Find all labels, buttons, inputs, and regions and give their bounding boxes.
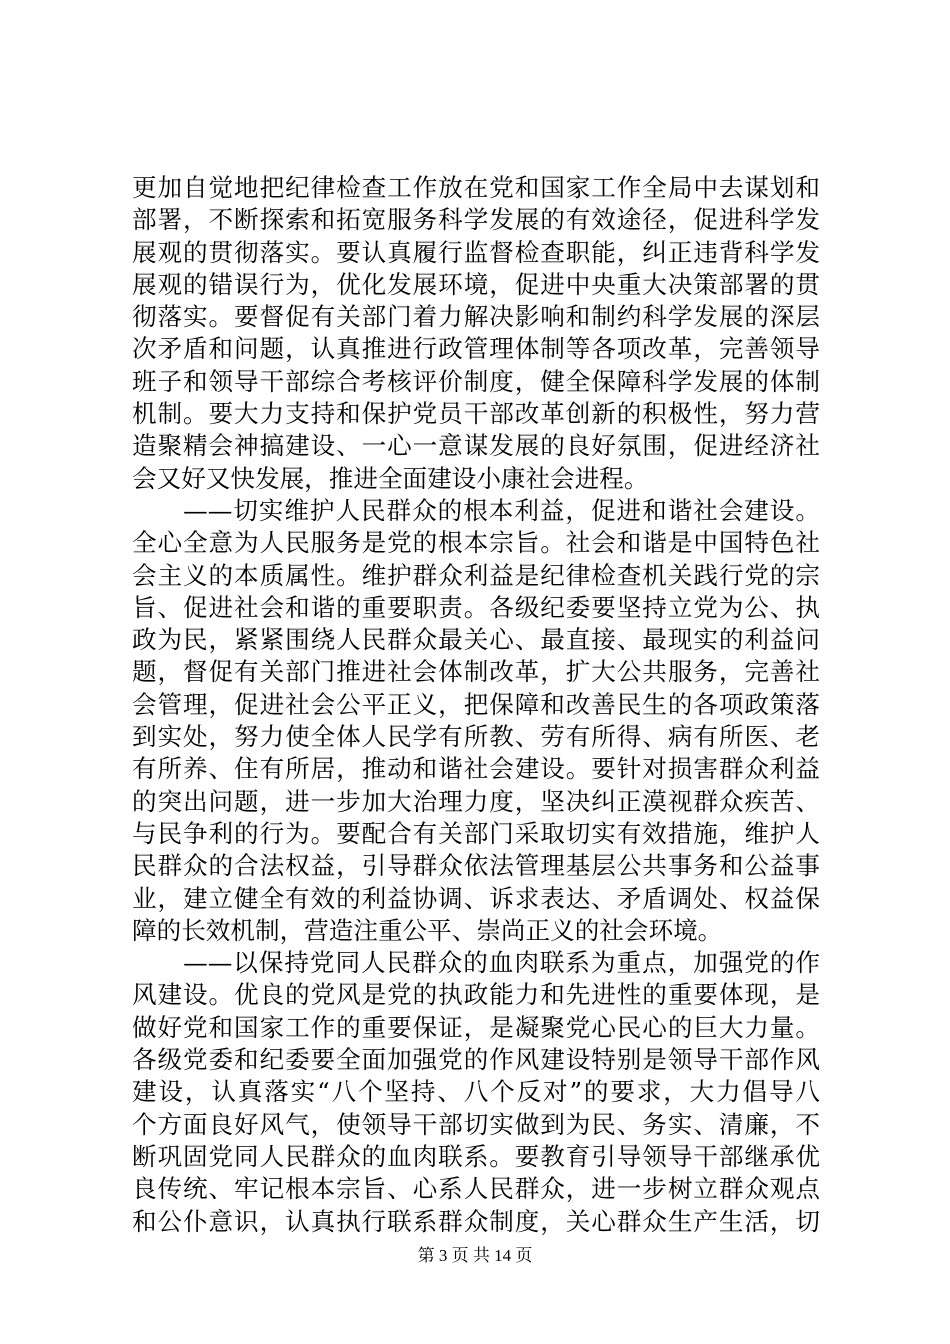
text-line: 机制。要大力支持和保护党员干部改革创新的积极性，努力营 <box>132 399 820 429</box>
paragraph-last-line: 障的长效机制，营造注重公平、崇尚正义的社会环境。 <box>132 915 723 945</box>
text-line: 业，建立健全有效的利益协调、诉求表达、矛盾调处、权益保 <box>132 883 820 913</box>
text-line: 良传统、牢记根本宗旨、心系人民群众，进一步树立群众观点 <box>132 1174 820 1204</box>
text-line: 题，督促有关部门推进社会体制改革，扩大公共服务，完善社 <box>132 657 820 687</box>
text-line: 风建设。优良的党风是党的执政能力和先进性的重要体现，是 <box>132 980 820 1010</box>
paragraph-last-line: 会又好又快发展，推进全面建设小康社会进程。 <box>132 463 649 493</box>
text-line: 展观的贯彻落实。要认真履行监督检查职能，纠正违背科学发 <box>132 237 820 267</box>
text-line: 有所养、住有所居，推动和谐社会建设。要针对损害群众利益 <box>132 754 820 784</box>
body-text <box>132 172 820 1238</box>
text-line: 建设，认真落实“八个坚持、八个反对”的要求，大力倡导八 <box>132 1077 820 1107</box>
text-line: 班子和领导干部综合考核评价制度，健全保障科学发展的体制 <box>132 366 820 396</box>
text-line: 展观的错误行为，优化发展环境，促进中央重大决策部署的贯 <box>132 269 820 299</box>
text-line: 断巩固党同人民群众的血肉联系。要教育引导领导干部继承优 <box>132 1141 820 1171</box>
text-line: 和公仆意识，认真执行联系群众制度，关心群众生产生活，切 <box>132 1206 820 1236</box>
text-line: 会主义的本质属性。维护群众利益是纪律检查机关践行党的宗 <box>132 560 820 590</box>
section-heading-line: ——切实维护人民群众的根本利益，促进和谐社会建设。 <box>132 495 820 525</box>
text-line: 造聚精会神搞建设、一心一意谋发展的良好氛围，促进经济社 <box>132 431 820 461</box>
page-number-footer: 第 3 页 共 14 页 <box>417 1246 533 1265</box>
text-line: 彻落实。要督促有关部门着力解决影响和制约科学发展的深层 <box>132 302 820 332</box>
text-line: 到实处，努力使全体人民学有所教、劳有所得、病有所医、老 <box>132 722 820 752</box>
text-line: 政为民，紧紧围绕人民群众最关心、最直接、最现实的利益问 <box>132 625 820 655</box>
text-line: 做好党和国家工作的重要保证，是凝聚党心民心的巨大力量。 <box>132 1012 820 1042</box>
text-line: 全心全意为人民服务是党的根本宗旨。社会和谐是中国特色社 <box>132 528 820 558</box>
text-line: 会管理，促进社会公平正义，把保障和改善民生的各项政策落 <box>132 689 820 719</box>
text-line: 个方面良好风气，使领导干部切实做到为民、务实、清廉，不 <box>132 1109 820 1139</box>
text-line: 民群众的合法权益，引导群众依法管理基层公共事务和公益事 <box>132 851 820 881</box>
text-line: 各级党委和纪委要全面加强党的作风建设特别是领导干部作风 <box>132 1045 820 1075</box>
text-line: 更加自觉地把纪律检查工作放在党和国家工作全局中去谋划和 <box>132 173 820 202</box>
text-line: 的突出问题，进一步加大治理力度，坚决纠正漠视群众疾苦、 <box>132 786 820 816</box>
text-line: 与民争利的行为。要配合有关部门采取切实有效措施，维护人 <box>132 818 820 848</box>
section-heading-line: ——以保持党同人民群众的血肉联系为重点，加强党的作 <box>132 948 820 978</box>
text-line: 旨、促进社会和谐的重要职责。各级纪委要坚持立党为公、执 <box>132 592 820 622</box>
text-line: 次矛盾和问题，认真推进行政管理体制等各项改革，完善领导 <box>132 334 820 364</box>
text-line: 部署，不断探索和拓宽服务科学发展的有效途径，促进科学发 <box>132 205 820 235</box>
